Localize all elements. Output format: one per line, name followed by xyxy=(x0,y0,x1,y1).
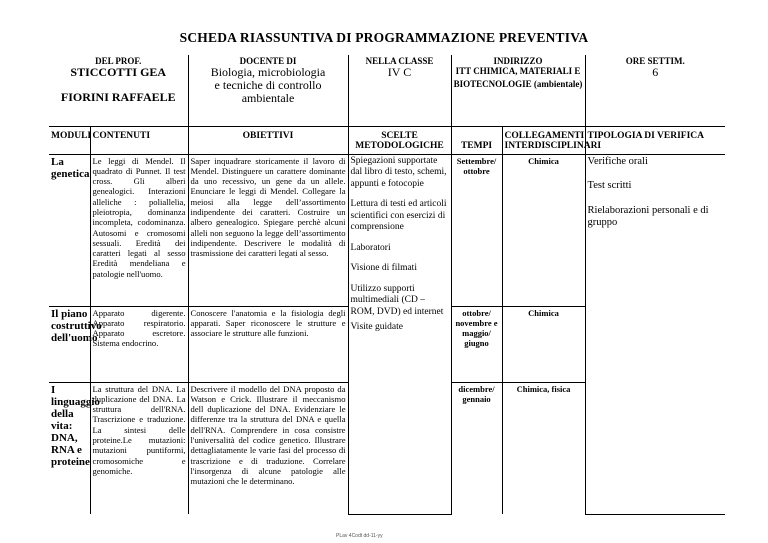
col-moduli: MODULI xyxy=(49,126,90,154)
docente-value: Biologia, microbiologia e tecniche di controllo ambientale xyxy=(210,65,326,105)
prof-name-2: FIORINI RAFFAELE xyxy=(60,90,176,104)
footer-code: PLav 4Codt dd-11-yy xyxy=(336,533,383,539)
row-2-obiettivi: Conoscere l'anatomia e la fisiologia degli apparati. Saper riconoscere le strutture e associare le strutture alle funzioni. xyxy=(188,306,348,382)
indirizzo-label: INDIRIZZO xyxy=(493,56,543,66)
ore-cell xyxy=(585,55,725,126)
scelta-item: Laboratori xyxy=(350,242,391,253)
indirizzo-value-1: ITT CHIMICA, MATERIALI E xyxy=(455,66,581,76)
ore-value: 6 xyxy=(652,65,659,79)
verifica-item: Verifiche orali xyxy=(587,155,648,167)
scelta-item: Visite guidate xyxy=(350,322,403,332)
indirizzo-cell xyxy=(451,55,585,126)
docente-label: DOCENTE DI xyxy=(239,56,297,66)
scelta-item: Utilizzo supporti multimediali (CD – ROM, DVD) ed internet xyxy=(350,283,444,317)
row-3-collegamenti: Chimica, fisica xyxy=(502,382,585,514)
prof-name-1: STICCOTTI GEA xyxy=(70,65,167,79)
row-1-modulo: La genetica xyxy=(49,154,90,306)
row-1-collegamenti: Chimica xyxy=(502,154,585,306)
row-1-contenuti: Le leggi di Mendel. Il quadrato di Punnet. Il test cross. Gli alberi genealogici. Interazioni alleliche : poliallelia, pleiotropia, dominanza incompleta, codominanza. Autosomi e cromosomi sessuali. Eredità dei caratteri legati al sesso Eredità mendeliana e patologie nell'uomo. xyxy=(90,154,188,306)
document-title: SCHEDA RIASSUNTIVA DI PROGRAMMAZIONE PREVENTIVA xyxy=(179,30,589,45)
row-2-modulo: Il piano costruttivo dell'uomo xyxy=(49,306,90,382)
classe-value: IV C xyxy=(387,65,412,79)
verifica-item: Test scritti xyxy=(587,180,632,191)
scelta-item: Visione di filmati xyxy=(350,263,417,273)
docente-cell xyxy=(188,55,348,126)
row-3-modulo: I linguaggio della vita: DNA, RNA e proteine xyxy=(49,382,90,514)
row-1-obiettivi: Saper inquadrare storicamente il lavoro di Mendel. Distinguere un carattere dominante da uno recessivo, un gene da un allele. Enunciare le leggi di Mendel. Collegare la meiosi alla legge dell’assortimento indipendente dei caratteri. Costruire un albero genealogico. Spiegare perchè alcuni alleli non seguono la legge dell’assortimento indipendente. Descrivere le modalità di trasmissione dei caratteri legati al sesso. xyxy=(188,154,348,306)
row-2-contenuti: Apparato digerente. Apparato respiratorio. Apparato escretore. Sistema endocrino. xyxy=(90,306,188,382)
row-2-tempi: ottobre/ novembre e maggio/ giugno xyxy=(451,306,502,382)
scelte-metodologiche-cell xyxy=(348,154,451,514)
prof-cell xyxy=(49,55,188,126)
table-row xyxy=(49,154,725,306)
header-row xyxy=(49,55,725,126)
column-header-row xyxy=(49,126,725,154)
col-collegamenti: COLLEGAMENTI INTERDISCIPLINARI xyxy=(502,126,585,154)
row-3-tempi: dicembre/ gennaio xyxy=(451,382,502,514)
ore-label: ORE SETTIM. xyxy=(625,56,685,66)
program-table xyxy=(49,55,725,515)
verifica-item: Rielaborazioni personali e di gruppo xyxy=(587,204,709,228)
row-3-contenuti: La struttura del DNA. La duplicazione del DNA. La struttura dell'RNA. Trascrizione e traduzione. La sintesi delle proteine.Le mutazioni: mutazioni puntiformi, cromosomiche e genomiche. xyxy=(90,382,188,514)
row-2-collegamenti: Chimica xyxy=(502,306,585,382)
classe-cell xyxy=(348,55,451,126)
scelta-item: Spiegazioni supportate dal libro di testo, schemi, appunti e fotocopie xyxy=(350,155,447,189)
indirizzo-value-2: BIOTECNOLOGIE (ambientale) xyxy=(453,79,583,89)
col-contenuti: CONTENUTI xyxy=(90,126,188,154)
col-obiettivi: OBIETTIVI xyxy=(188,126,348,154)
col-scelte: SCELTE METODOLOGICHE xyxy=(348,126,451,154)
row-3-obiettivi: Descrivere il modello del DNA proposto da Watson e Crick. Illustrare il meccanismo dell duplicazione del DNA. Evidenziare le differenze tra la struttura del DNA e quella dell'RNA. Comprendere in cosa consistre l'universalità del codice genetico. Illustrare dettagliatamente le varie fasi del processo di trascrizione e di traduzione. Correlare l'insorgenza di alcune patologie alle mutazioni che le determinano. xyxy=(188,382,348,514)
row-1-tempi: Settembre/ ottobre xyxy=(451,154,502,306)
tipologia-verifica-cell xyxy=(585,154,725,514)
col-tempi: TEMPI xyxy=(451,126,502,154)
classe-label: NELLA CLASSE xyxy=(365,56,434,66)
prof-label: DEL PROF. xyxy=(95,56,142,66)
col-tipologia: TIPOLOGIA DI VERIFICA xyxy=(585,126,725,154)
scelta-item: Lettura di testi ed articoli scientifici con esercizi di comprensione xyxy=(350,199,447,232)
